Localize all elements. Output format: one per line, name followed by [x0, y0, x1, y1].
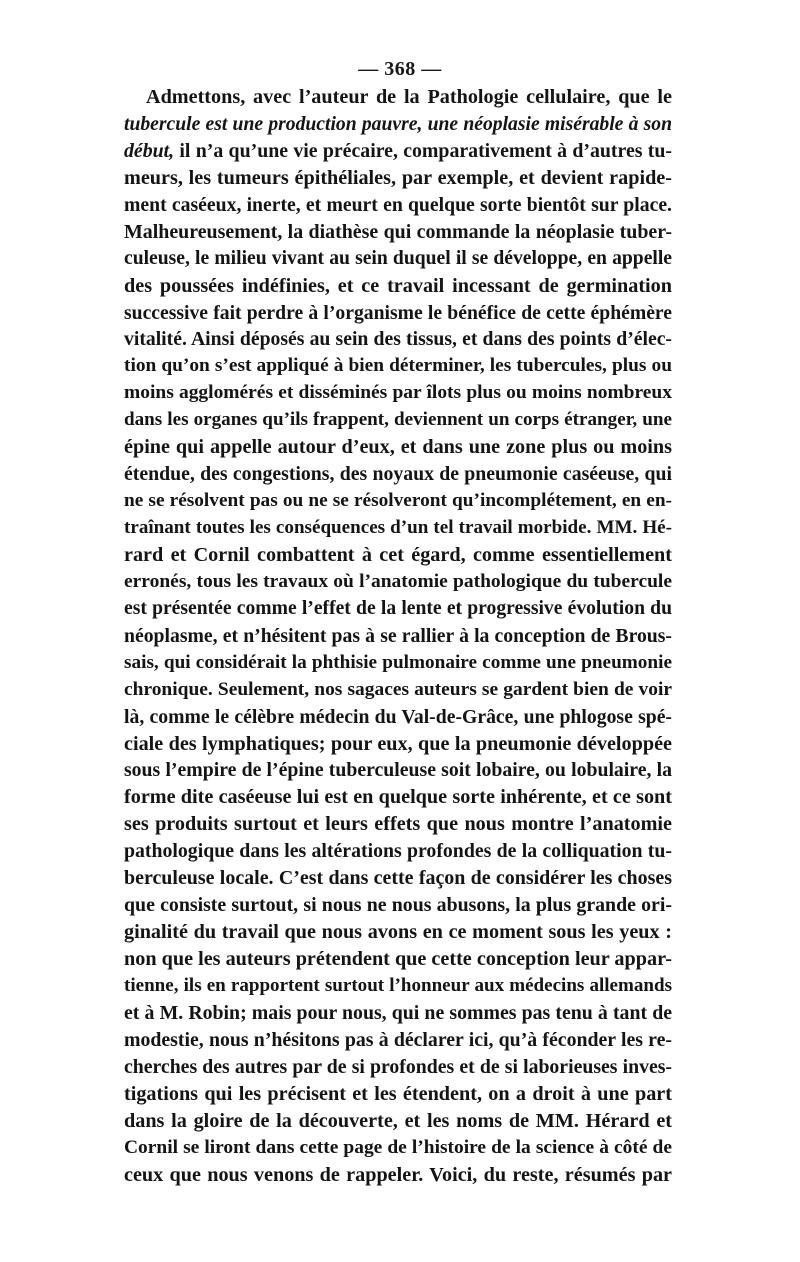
- line-text: tion qu’on s’est appliqué à bien déterminer, les tubercules, plus ou: [124, 355, 672, 377]
- line-text: sais, qui considérait la phthisie pulmonaire comme une pneumonie: [124, 651, 672, 673]
- line-text: sous l’empire de l’épine tuberculeuse soit lobaire, ou lobulaire, la: [124, 759, 672, 782]
- text-line: [124, 111, 672, 138]
- text-line: [124, 434, 672, 461]
- text-line: [124, 219, 672, 246]
- text-line: [124, 300, 672, 327]
- text-line: [124, 488, 672, 515]
- text-line: [124, 542, 672, 569]
- line-text: ne se résolvent pas ou ne se résolveront qu’incomplétement, en en-: [124, 490, 672, 512]
- line-text: tigations qui les précisent et les étendent, on a droit à une part: [124, 1082, 672, 1105]
- text-line: [124, 784, 672, 811]
- line-text: Admettons, avec l’auteur de la Pathologie cellulaire, que le: [146, 86, 672, 108]
- line-text: modestie, nous n’hésitons pas à déclarer ici, qu’à féconder les re-: [124, 1028, 672, 1051]
- text-line: [124, 569, 672, 596]
- line-text: tienne, ils en rapportent surtout l’honneur aux médecins allemands: [124, 974, 672, 996]
- text-line: [124, 650, 672, 677]
- text-line: [124, 1135, 672, 1162]
- text-line: [124, 973, 672, 1000]
- line-text: ginalité du travail que nous avons en ce moment sous les yeux :: [124, 921, 672, 944]
- text-line: [124, 380, 672, 407]
- line-text: forme dite caséeuse lui est en quelque sorte inhérente, et ce sont: [124, 786, 672, 809]
- text-line: [124, 461, 672, 488]
- line-text: est présentée comme l’effet de la lente et progressive évolution du: [124, 597, 672, 619]
- text-line: [124, 1000, 672, 1027]
- line-text: non que les auteurs prétendent que cette conception leur appar-: [124, 948, 672, 970]
- italic-phrase: début,: [124, 139, 175, 162]
- line-text: et à M. Robin; mais pour nous, qui ne sommes pas tenu à tant de: [124, 1001, 672, 1024]
- line-text: successive fait perdre à l’organisme le bénéfice de cette éphémère: [124, 301, 672, 324]
- line-text: dans les organes qu’ils frappent, deviennent un corps étranger, une: [124, 409, 672, 431]
- line-text: cherches des autres par de si profondes et de si laborieuses inves-: [124, 1055, 672, 1078]
- text-line: [124, 84, 672, 111]
- line-text: étendue, des congestions, des noyaux de pneumonie caséeuse, qui: [124, 463, 672, 486]
- line-text: dans la gloire de la découverte, et les noms de MM. Hérard et: [124, 1109, 672, 1132]
- text-line: [124, 946, 672, 973]
- text-line: [124, 731, 672, 758]
- line-text: vitalité. Ainsi déposés au sein des tissus, et dans des points d’élec-: [124, 328, 672, 351]
- line-text: ses produits surtout et leurs effets que nous montre l’anatomie: [124, 813, 672, 836]
- text-line: [124, 1081, 672, 1108]
- line-text: là, comme le célèbre médecin du Val-de-Grâce, une phlogose spé-: [124, 705, 672, 728]
- text-line: [124, 919, 672, 946]
- line-text: traînant toutes les conséquences d’un tel travail morbide. MM. Hé-: [124, 517, 672, 538]
- line-text: ciale des lymphatiques; pour eux, que la pneumonie développée: [124, 732, 672, 755]
- text-line: [124, 704, 672, 731]
- line-text: épine qui appelle autour d’eux, et dans une zone plus ou moins: [124, 436, 672, 459]
- line-text: rard et Cornil combattent à cet égard, comme essentiellement: [124, 543, 672, 566]
- text-line: [124, 1108, 672, 1135]
- text-line: [124, 1054, 672, 1081]
- line-text: Cornil se liront dans cette page de l’histoire de la science à côté de: [124, 1136, 672, 1158]
- text-line: [124, 407, 672, 434]
- text-line: [124, 138, 672, 165]
- text-line: [124, 353, 672, 380]
- italic-phrase: tubercule est une production pauvre, une néoplasie misérable à son: [124, 112, 672, 135]
- line-text: ceux que nous venons de rappeler. Voici, du reste, résumés par: [124, 1163, 672, 1186]
- line-text: ment caséeux, inerte, et meurt en quelque sorte bientôt sur place.: [124, 193, 672, 216]
- line-text: erronés, tous les travaux où l’anatomie pathologique du tubercule: [124, 570, 672, 592]
- page-number: — 368 —: [358, 58, 442, 80]
- line-text: Malheureusement, la diathèse qui commande la néoplasie tuber-: [124, 220, 672, 243]
- line-text: pathologique dans les altérations profondes de la colliquation tu-: [124, 840, 672, 863]
- line-text: berculeuse locale. C’est dans cette façon de considérer les choses: [124, 867, 672, 890]
- body-text: [124, 84, 672, 1188]
- text-line: [124, 596, 672, 623]
- line-text: il n’a qu’une vie précaire, comparativement à d’autres tu-: [174, 139, 672, 162]
- text-line: [124, 623, 672, 650]
- line-text: moins agglomérés et disséminés par îlots plus ou moins nombreux: [124, 382, 672, 404]
- text-line: [124, 246, 672, 273]
- text-line: [124, 757, 672, 784]
- line-text: meurs, les tumeurs épithéliales, par exemple, et devient rapide-: [124, 166, 672, 189]
- line-text: chronique. Seulement, nos sagaces auteurs se gardent bien de voir: [124, 678, 672, 700]
- line-text: néoplasme, et n’hésitent pas à se rallier à la conception de Brous-: [124, 624, 672, 647]
- text-line: [124, 165, 672, 192]
- text-line: [124, 811, 672, 838]
- text-line: [124, 273, 672, 300]
- line-text: des poussées indéfinies, et ce travail incessant de germination: [124, 274, 672, 297]
- text-line: [124, 515, 672, 542]
- text-line: [124, 192, 672, 219]
- text-line: [124, 1027, 672, 1054]
- text-line: [124, 1162, 672, 1189]
- text-line: [124, 838, 672, 865]
- line-text: culeuse, le milieu vivant au sein duquel il se développe, en appelle: [124, 247, 672, 269]
- text-line: [124, 677, 672, 704]
- text-line: [124, 892, 672, 919]
- text-line: [124, 326, 672, 353]
- text-line: [124, 865, 672, 892]
- line-text: que consiste surtout, si nous ne nous abusons, la plus grande ori-: [124, 894, 672, 917]
